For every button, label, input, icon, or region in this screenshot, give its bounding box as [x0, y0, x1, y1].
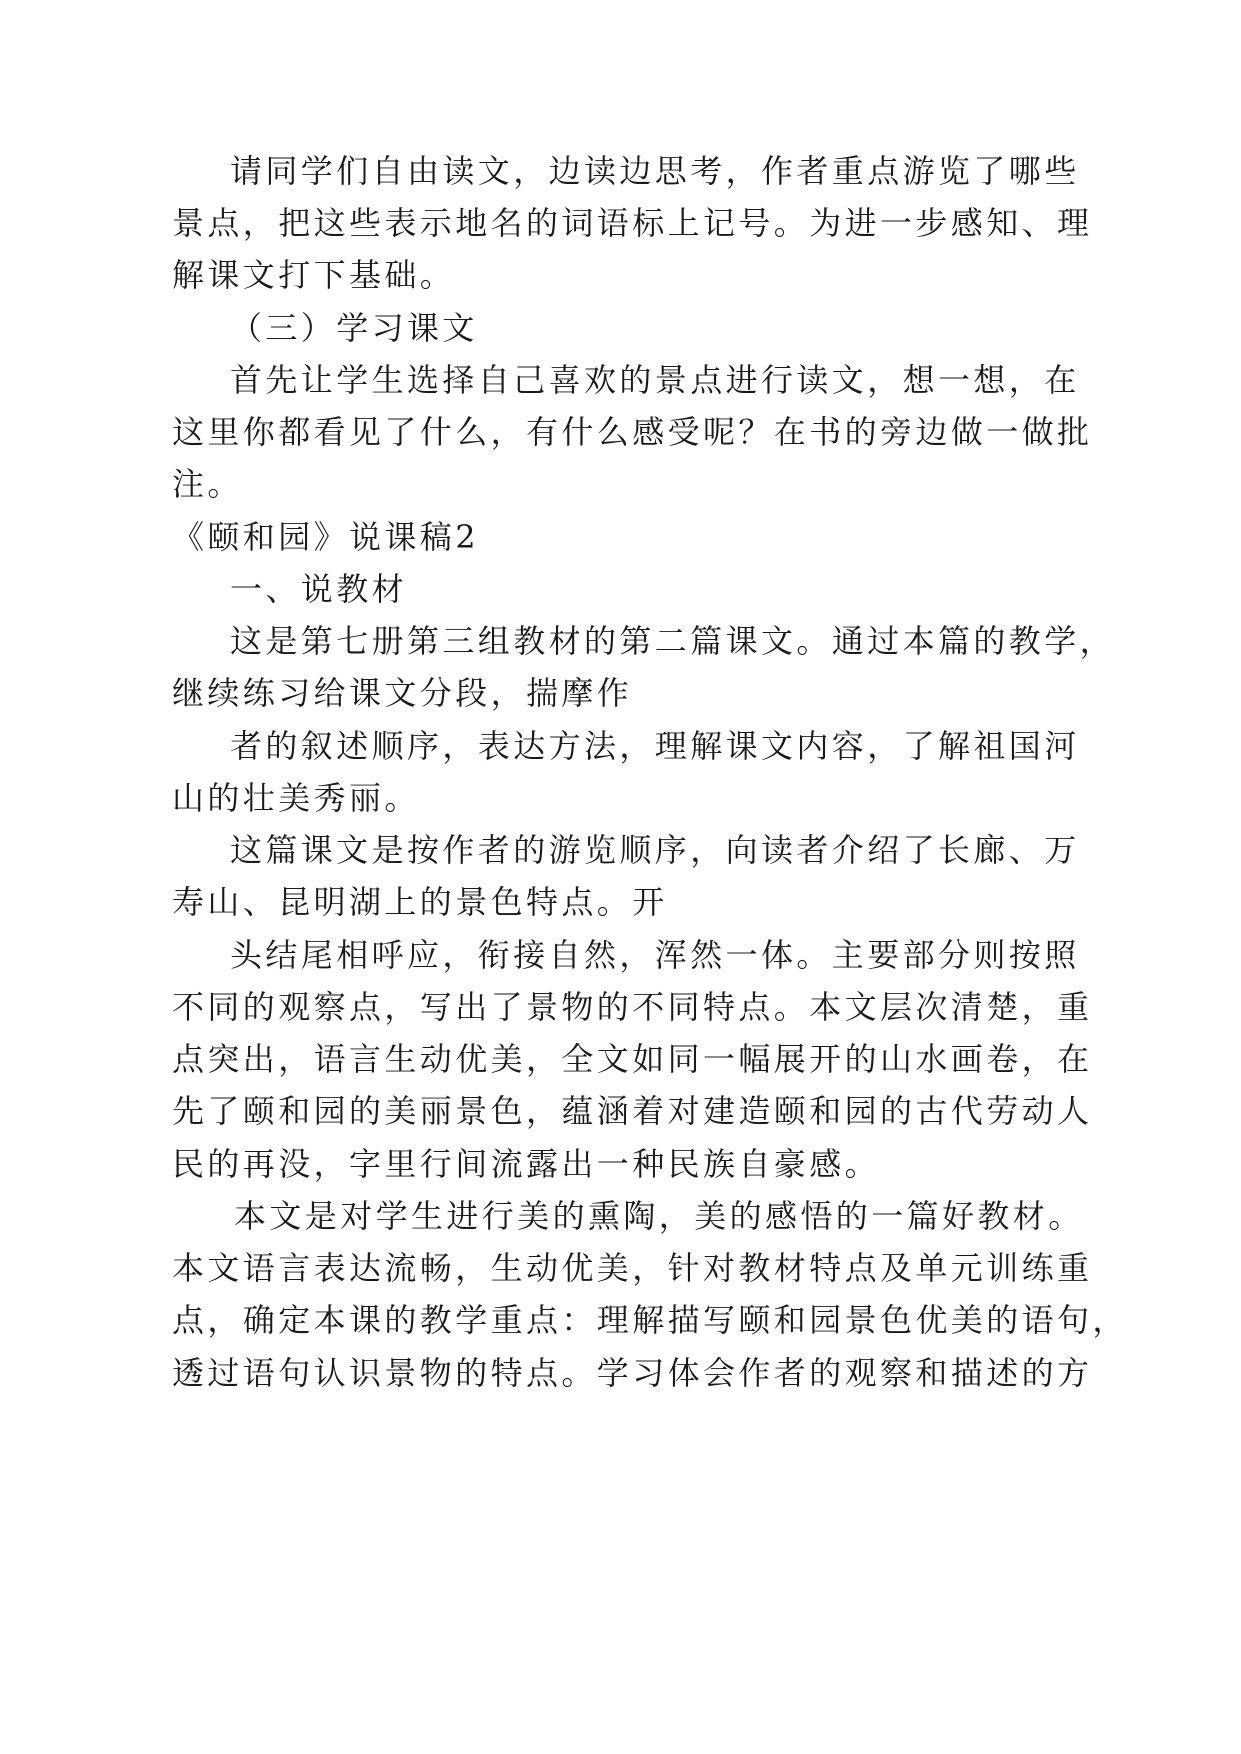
- section-heading-1: 一、说教材: [230, 570, 408, 608]
- text-line-3: 解课文打下基础。: [172, 256, 456, 294]
- text-line-12: 者的叙述顺序，表达方法，理解课文内容，了解祖国河: [230, 727, 1080, 765]
- text-line-15: 寿山、昆明湖上的景色特点。开: [172, 883, 668, 921]
- text-line-21: 本文是对学生进行美的熏陶，美的感悟的一篇好教材。: [234, 1197, 1084, 1235]
- text-line-2: 景点，把这些表示地名的词语标上记号。为进一步感知、理: [172, 204, 1093, 242]
- text-line-13: 山的壮美秀丽。: [172, 779, 420, 817]
- text-line-19: 先了颐和园的美丽景色，蕴涵着对建造颐和园的古代劳动人: [172, 1092, 1093, 1130]
- text-line-22: 本文语言表达流畅，生动优美，针对教材特点及单元训练重: [172, 1249, 1093, 1287]
- text-line-16: 头结尾相呼应，衔接自然，浑然一体。主要部分则按照: [230, 936, 1080, 974]
- text-line-18: 点突出，语言生动优美，全文如同一幅展开的山水画卷，在: [172, 1040, 1093, 1078]
- text-line-10: 这是第七册第三组教材的第二篇课文。通过本篇的教学，: [230, 622, 1116, 660]
- text-line-20: 民的再没，字里行间流露出一种民族自豪感。: [172, 1145, 881, 1183]
- text-line-17: 不同的观察点，写出了景物的不同特点。本文层次清楚，重: [172, 988, 1093, 1026]
- text-line-6: 这里你都看见了什么，有什么感受呢？在书的旁边做一做批: [172, 413, 1093, 451]
- text-line-23: 点，确定本课的教学重点：理解描写颐和园景色优美的语句，: [172, 1301, 1128, 1339]
- section-heading-3: （三）学习课文: [230, 309, 478, 347]
- text-line-11: 继续练习给课文分段，揣摩作: [172, 674, 633, 712]
- text-line-5: 首先让学生选择自己喜欢的景点进行读文，想一想，在: [230, 361, 1080, 399]
- text-line-24: 透过语句认识景物的特点。学习体会作者的观察和描述的方: [172, 1354, 1093, 1392]
- text-line-1: 请同学们自由读文，边读边思考，作者重点游览了哪些: [230, 152, 1080, 190]
- text-line-7: 注。: [172, 465, 243, 503]
- document-title: 《颐和园》说课稿2: [172, 518, 479, 556]
- text-line-14: 这篇课文是按作者的游览顺序，向读者介绍了长廊、万: [230, 831, 1080, 869]
